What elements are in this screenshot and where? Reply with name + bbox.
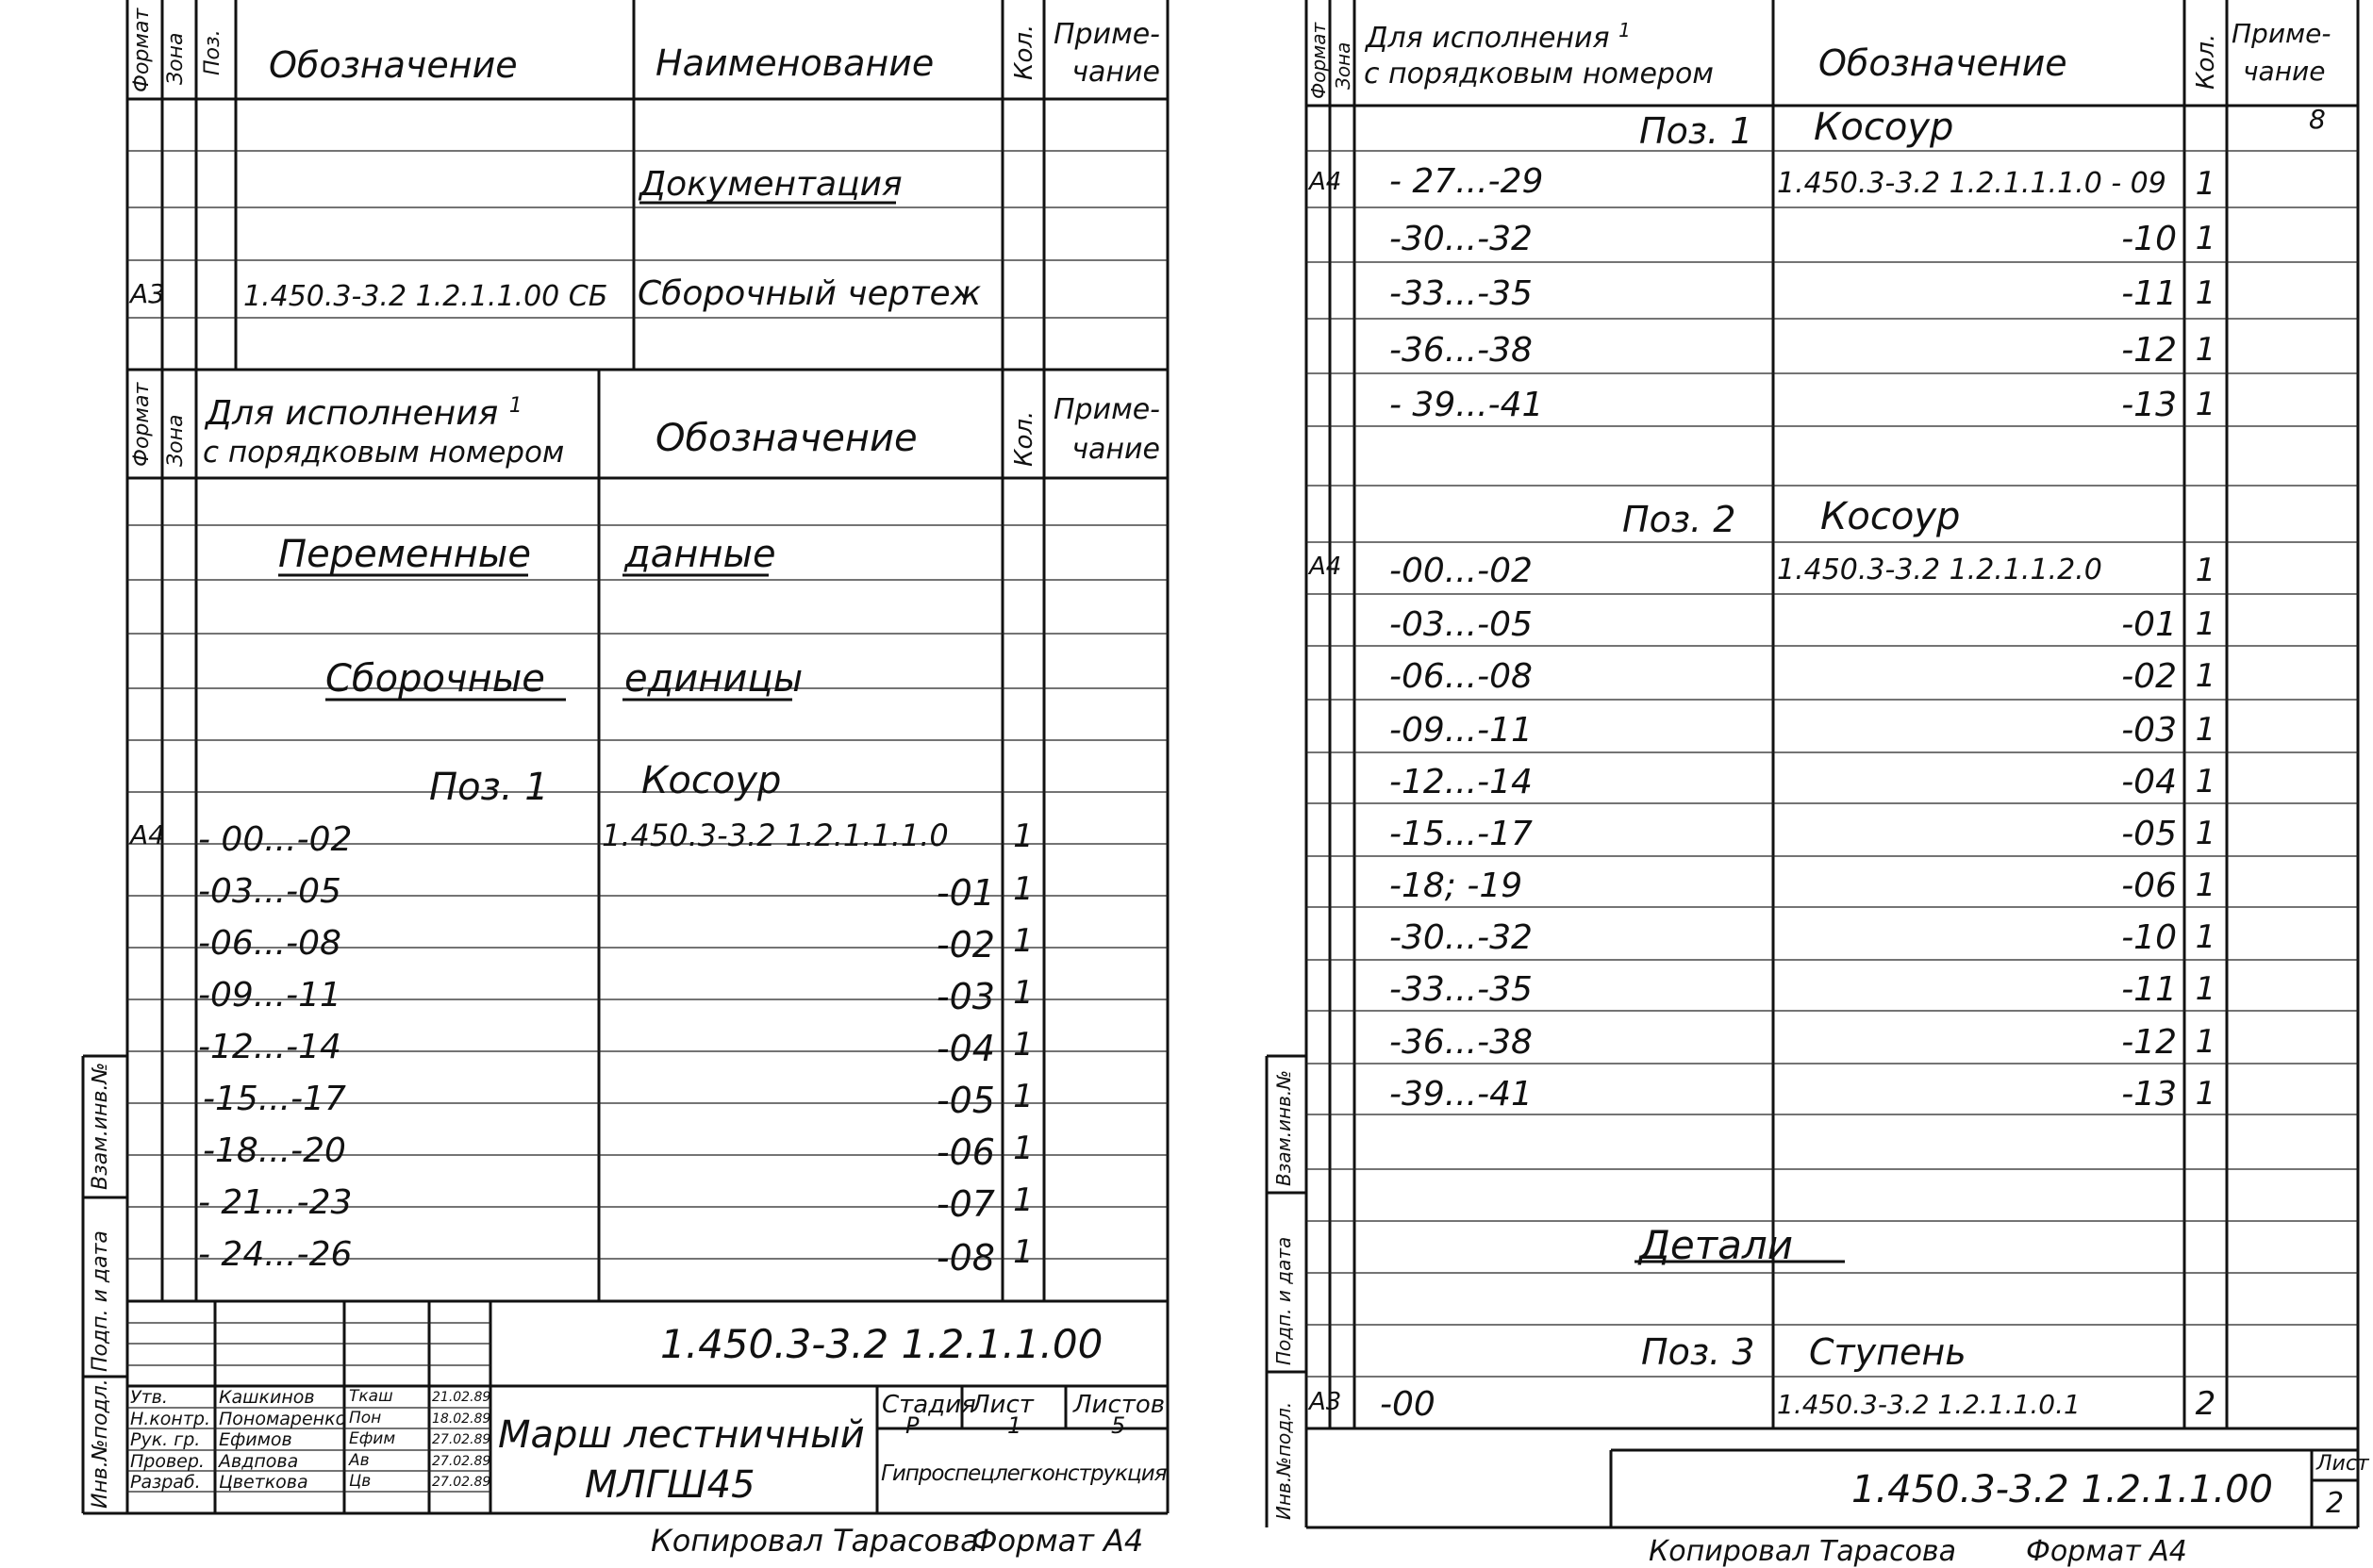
pos1-label: Поз. 1 bbox=[1639, 110, 1753, 152]
side-label-replace: Взам.инв.№ bbox=[1272, 1069, 1295, 1186]
row-variant: -33...-35 bbox=[1389, 970, 1533, 1009]
header2-designation: Обозначение bbox=[655, 417, 918, 460]
row-variant: -36...-38 bbox=[1389, 1023, 1533, 1062]
row-qty: 1 bbox=[2195, 711, 2216, 749]
row-designation: -02 bbox=[936, 924, 995, 966]
header-name: Наименование bbox=[655, 42, 935, 84]
header-format: Формат bbox=[1307, 22, 1330, 99]
footer-copied: Копировал Тарасова bbox=[1649, 1535, 1956, 1568]
row-variant: -30...-32 bbox=[1389, 918, 1533, 957]
row-qty: 1 bbox=[1013, 922, 1034, 960]
person-date: 27.02.89 bbox=[432, 1454, 491, 1469]
row-qty: 1 bbox=[2195, 274, 2216, 312]
header-note-2: чание bbox=[1071, 56, 1160, 89]
header-qty: Кол. bbox=[2192, 33, 2220, 90]
row-variant: -15...-17 bbox=[1389, 815, 1533, 853]
row-qty: 1 bbox=[2195, 657, 2216, 695]
header-note-1: Приме- bbox=[1053, 18, 1160, 51]
side-label-sign: Подп. и дата bbox=[89, 1230, 112, 1372]
row-qty: 1 bbox=[2195, 1075, 2216, 1113]
row-format: А3 bbox=[1309, 1388, 1342, 1416]
row-designation: -05 bbox=[936, 1080, 995, 1121]
page-number: 8 bbox=[2309, 104, 2326, 135]
footer-format: Формат А4 bbox=[971, 1523, 1144, 1559]
row-variant: -00...-02 bbox=[1389, 552, 1533, 590]
row-designation: -01 bbox=[2121, 605, 2177, 644]
row-designation: 1.450.3-3.2 1.2.1.1.1.0 - 09 bbox=[1777, 167, 2166, 200]
person-sign: Ефим bbox=[349, 1429, 396, 1448]
row-qty: 2 bbox=[2195, 1385, 2216, 1423]
header-zone: Зона bbox=[164, 32, 188, 85]
row-designation: -02 bbox=[2121, 657, 2177, 696]
person-sign: Цв bbox=[349, 1472, 372, 1491]
documentation-section: Документация bbox=[639, 165, 903, 204]
row-variant: -18...-20 bbox=[203, 1131, 346, 1170]
row-variant: -12...-14 bbox=[198, 1028, 341, 1066]
row-qty: 1 bbox=[2195, 605, 2216, 643]
header-variant-2: с порядковым номером bbox=[203, 436, 565, 470]
header-pos: Поз. bbox=[201, 29, 224, 75]
row-qty: 1 bbox=[2195, 331, 2216, 369]
header-variant-1: Для исполнения $^1$ bbox=[1366, 19, 1631, 55]
row-designation: -03 bbox=[936, 976, 995, 1017]
row-qty: 1 bbox=[2195, 763, 2216, 801]
row-designation: -01 bbox=[936, 872, 995, 914]
row-variant: -18; -19 bbox=[1389, 867, 1523, 905]
header2-note-2: чание bbox=[1071, 433, 1160, 466]
row-qty: 1 bbox=[1013, 1078, 1034, 1115]
row-qty: 1 bbox=[2195, 815, 2216, 852]
side-label-replace: Взам.инв.№ bbox=[89, 1062, 112, 1190]
row-designation: -10 bbox=[2121, 918, 2177, 957]
header-variant-1: Для исполнения $^1$ bbox=[206, 394, 523, 433]
row-qty: 1 bbox=[1013, 870, 1034, 908]
specification-sheet-2 bbox=[1196, 0, 2373, 1568]
title-code: 1.450.3-3.2 1.2.1.1.00 bbox=[660, 1321, 1104, 1367]
row-variant: - 39...-41 bbox=[1389, 386, 1544, 424]
header-format: Формат bbox=[130, 8, 154, 92]
pos1-label: Поз. 1 bbox=[429, 766, 549, 809]
person-name: Цветкова bbox=[219, 1472, 308, 1493]
title-line-1: Марш лестничный bbox=[498, 1413, 865, 1457]
doc-row-name: Сборочный чертеж bbox=[638, 274, 982, 313]
row-variant: -06...-08 bbox=[1389, 657, 1533, 696]
row-qty: 1 bbox=[2195, 386, 2216, 423]
header-variant-2: с порядковым номером bbox=[1364, 58, 1714, 91]
person-role: Н.контр. bbox=[130, 1409, 211, 1429]
side-label-inv: Инв.№подл. bbox=[1272, 1401, 1295, 1520]
row-qty: 1 bbox=[2195, 918, 2216, 956]
person-sign: Ав bbox=[349, 1451, 370, 1470]
row-qty: 1 bbox=[2195, 970, 2216, 1008]
header2-note-1: Приме- bbox=[1053, 393, 1160, 426]
row-designation: -13 bbox=[2121, 386, 2177, 424]
row-variant: -12...-14 bbox=[1389, 763, 1533, 801]
row-variant: -33...-35 bbox=[1389, 274, 1533, 313]
specification-sheet-1 bbox=[0, 0, 1184, 1564]
person-date: 18.02.89 bbox=[432, 1411, 491, 1427]
sheet-number: 2 bbox=[2326, 1487, 2345, 1520]
pos2-label: Поз. 2 bbox=[1622, 499, 1736, 540]
row-qty: 1 bbox=[2195, 552, 2216, 589]
side-label-inv: Инв.№подл. bbox=[89, 1378, 112, 1509]
header2-zone: Зона bbox=[164, 414, 188, 467]
assemblies-a: Сборочные bbox=[325, 657, 545, 701]
stage-label: Стадия bbox=[882, 1391, 976, 1419]
header-designation: Обозначение bbox=[269, 44, 518, 86]
header-qty: Кол. bbox=[1010, 24, 1038, 80]
variable-data-a: Переменные bbox=[278, 533, 531, 576]
sheet-value: 1 bbox=[1007, 1412, 1022, 1439]
row-format: А4 bbox=[1309, 168, 1342, 196]
row-designation: -08 bbox=[936, 1237, 995, 1279]
row-designation: -12 bbox=[2121, 331, 2177, 370]
title-code: 1.450.3-3.2 1.2.1.1.00 bbox=[1851, 1468, 2273, 1511]
row-designation: -07 bbox=[936, 1183, 995, 1225]
row-qty: 1 bbox=[1013, 974, 1034, 1012]
row-qty: 1 bbox=[1013, 1130, 1034, 1167]
sheets-value: 5 bbox=[1111, 1412, 1126, 1439]
doc-row-format: А3 bbox=[130, 278, 165, 309]
row-variant: - 00...-02 bbox=[198, 820, 353, 859]
pos2-name: Косоур bbox=[1820, 495, 1961, 538]
header2-format: Формат bbox=[130, 382, 154, 467]
assemblies-b: единицы bbox=[624, 657, 804, 701]
sheets-label: Листов bbox=[1073, 1391, 1166, 1419]
side-label-sign: Подп. и дата bbox=[1272, 1236, 1295, 1365]
row-qty: 1 bbox=[1013, 1026, 1034, 1064]
row-qty: 1 bbox=[1013, 1181, 1034, 1219]
row-designation: 1.450.3-3.2 1.2.1.1.1.0 bbox=[602, 817, 949, 853]
person-role: Разраб. bbox=[130, 1472, 201, 1493]
sheet-label: Лист bbox=[971, 1391, 1034, 1419]
row-variant: -36...-38 bbox=[1389, 331, 1533, 370]
row-variant: - 21...-23 bbox=[198, 1183, 353, 1222]
row-variant: -00 bbox=[1380, 1385, 1435, 1424]
row-qty: 1 bbox=[2195, 867, 2216, 904]
row-qty: 1 bbox=[2195, 220, 2216, 257]
person-sign: Пон bbox=[349, 1409, 382, 1428]
row-qty: 1 bbox=[1013, 1233, 1034, 1271]
person-date: 27.02.89 bbox=[432, 1475, 491, 1490]
title-line-2: МЛГШ45 bbox=[585, 1463, 755, 1507]
row-variant: - 24...-26 bbox=[198, 1235, 353, 1274]
person-name: Пономаренко bbox=[219, 1409, 347, 1429]
row-format: А4 bbox=[130, 819, 165, 850]
header-note-2: чание bbox=[2243, 56, 2326, 87]
pos3-name: Ступень bbox=[1809, 1331, 1966, 1373]
row-designation: -12 bbox=[2121, 1023, 2177, 1062]
row-designation: -11 bbox=[2121, 274, 2177, 313]
footer-copied: Копировал Тарасова bbox=[651, 1523, 979, 1559]
person-role: Утв. bbox=[130, 1387, 168, 1408]
row-designation: -06 bbox=[2121, 867, 2177, 905]
variable-data-b: данные bbox=[624, 533, 776, 576]
row-variant: -30...-32 bbox=[1389, 220, 1533, 258]
pos1-name: Косоур bbox=[641, 759, 782, 802]
person-role: Провер. bbox=[130, 1451, 205, 1472]
row-designation: -04 bbox=[936, 1028, 995, 1069]
person-name: Кашкинов bbox=[219, 1387, 315, 1408]
row-designation: -03 bbox=[2121, 711, 2177, 750]
organization: Гипроспецлегконструкция bbox=[881, 1461, 1167, 1486]
person-role: Рук. гр. bbox=[130, 1429, 201, 1450]
row-variant: -09...-11 bbox=[1389, 711, 1533, 750]
details-label: Детали bbox=[1639, 1222, 1793, 1268]
header-designation: Обозначение bbox=[1818, 42, 2067, 84]
person-name: Ефимов bbox=[219, 1429, 292, 1450]
row-designation: -13 bbox=[2121, 1075, 2177, 1114]
row-designation: 1.450.3-3.2 1.2.1.1.2.0 bbox=[1777, 553, 2102, 586]
header2-qty: Кол. bbox=[1010, 410, 1038, 467]
row-variant: -03...-05 bbox=[1389, 605, 1533, 644]
row-variant: -03...-05 bbox=[198, 872, 341, 911]
person-sign: Ткаш bbox=[349, 1387, 393, 1406]
row-variant: -09...-11 bbox=[198, 976, 341, 1015]
footer-format: Формат А4 bbox=[2026, 1535, 2187, 1568]
stage-value: Р bbox=[905, 1412, 920, 1439]
person-date: 27.02.89 bbox=[432, 1432, 491, 1447]
row-designation: -06 bbox=[936, 1131, 995, 1173]
header-note-1: Приме- bbox=[2232, 18, 2332, 49]
row-qty: 1 bbox=[2195, 165, 2216, 203]
row-variant: -39...-41 bbox=[1389, 1075, 1533, 1114]
person-date: 21.02.89 bbox=[432, 1390, 491, 1405]
row-designation: -04 bbox=[2121, 763, 2177, 801]
header-zone: Зона bbox=[1332, 41, 1354, 90]
doc-row-designation: 1.450.3-3.2 1.2.1.1.00 СБ bbox=[243, 280, 608, 313]
sheet-label: Лист bbox=[2316, 1452, 2369, 1476]
row-variant: -15...-17 bbox=[203, 1080, 346, 1118]
person-name: Авдпова bbox=[219, 1451, 299, 1472]
row-designation: -05 bbox=[2121, 815, 2177, 853]
row-qty: 1 bbox=[2195, 1023, 2216, 1061]
row-designation: -11 bbox=[2121, 970, 2177, 1009]
row-variant: -06...-08 bbox=[198, 924, 341, 963]
pos3-label: Поз. 3 bbox=[1641, 1331, 1755, 1373]
row-variant: - 27...-29 bbox=[1389, 162, 1544, 201]
pos1-name: Косоур bbox=[1814, 106, 1954, 149]
row-designation: -10 bbox=[2121, 220, 2177, 258]
row-qty: 1 bbox=[1013, 817, 1034, 855]
row-designation: 1.450.3-3.2 1.2.1.1.0.1 bbox=[1777, 1389, 2081, 1420]
row-format: А4 bbox=[1309, 553, 1342, 581]
